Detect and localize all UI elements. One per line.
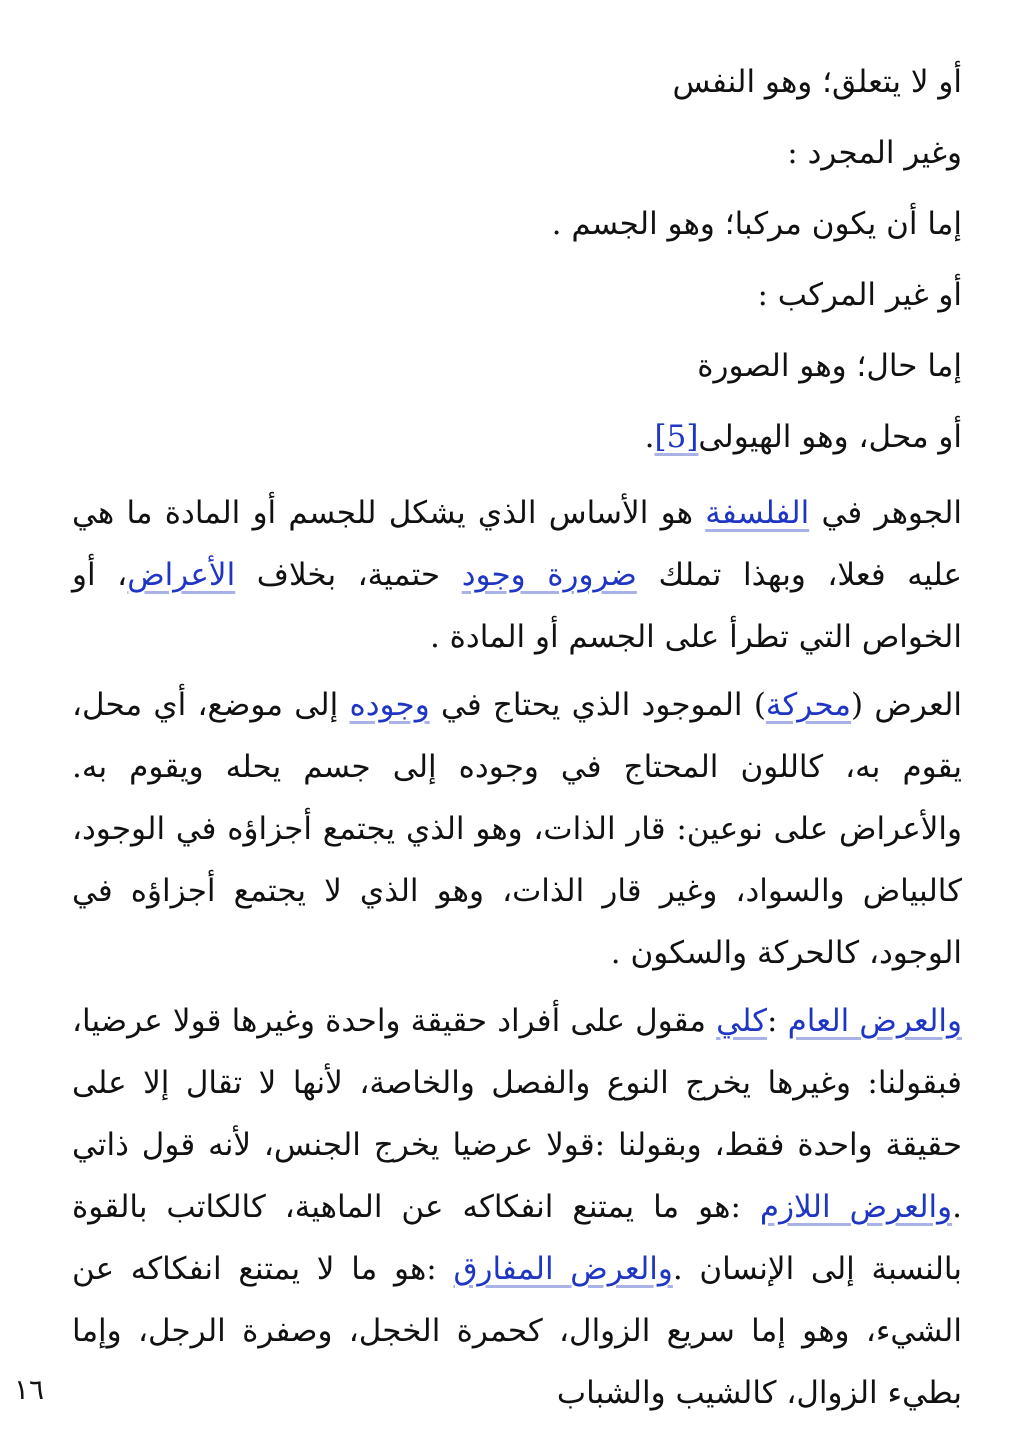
text-span: ، أو الخواص التي تطرأ على الجسم أو المادة . — [72, 557, 962, 655]
page-body — [72, 62, 962, 1430]
text-line: إما أن يكون مركبا؛ وهو الجسم . — [551, 206, 962, 242]
text-span: ) الموجود الذي يحتاج في — [429, 687, 766, 723]
text-line-with-reference — [72, 417, 962, 457]
existence-link[interactable]: وجوده — [349, 687, 430, 723]
accidents-link[interactable]: الأعراض — [127, 557, 236, 593]
text-line: وغير المجرد : — [787, 135, 962, 171]
paragraph-accident — [72, 674, 962, 984]
page-number: ١٦ — [14, 1373, 45, 1406]
footnote-reference-link[interactable]: [5] — [654, 419, 699, 455]
text-span: حتمية، بخلاف — [235, 557, 462, 593]
line-text: أو محل، وهو الهيولى — [698, 419, 962, 455]
text-span: الجوهر في — [809, 495, 962, 531]
paragraph-substance — [72, 482, 962, 668]
text-span: مقول على أفراد حقيقة واحدة وغيرها قولا عرضيا، فبقولنا: وغيرها يخرج النوع والفصل والخاصة، لأنها لا تقال إلا على حقيقة واحدة فقط، وبقولنا :قولا عرضيا يخرج الجنس، لأنه قول ذاتي . — [72, 1003, 962, 1225]
text-span: :هو ما لا يمتنع انفكاكه عن الشيء، وهو إما سريع الزوال، كحمرة الخجل، وصفرة الرجل، وإما بطيء الزوال، كالشيب والشباب — [72, 1251, 962, 1411]
text-span: إلى موضع، أي محل، يقوم به، كاللون المحتاج في وجوده إلى جسم يحله ويقوم به. والأعراض على نوعين: قار الذات، وهو الذي يجتمع أجزاؤه في الوجود، كالبياض والسواد، وغير قار الذات، وهو الذي لا يجتمع أجزاؤه في الوجود، كالحركة والسكون . — [72, 687, 962, 971]
philosophy-link[interactable]: الفلسفة — [705, 495, 810, 531]
text-line: إما حال؛ وهو الصورة — [697, 348, 962, 384]
text-span: : — [766, 1003, 788, 1039]
line-tail: . — [644, 419, 655, 455]
necessary-accident-link[interactable]: والعرض اللازم — [759, 1189, 953, 1225]
universal-link[interactable]: كلي — [716, 1003, 767, 1039]
paragraph-general-accident — [72, 990, 962, 1424]
separable-accident-link[interactable]: والعرض المفارق — [453, 1251, 673, 1287]
text-line: أو لا يتعلق؛ وهو النفس — [672, 64, 962, 100]
text-span: :هو ما يمتنع انفكاكه عن الماهية، كالكاتب بالقوة بالنسبة إلى الإنسان . — [72, 1189, 962, 1287]
necessity-of-existence-link[interactable]: ضرورة وجود — [461, 557, 637, 593]
text-line: أو غير المركب : — [757, 277, 962, 313]
text-span: هو الأساس الذي يشكل للجسم أو المادة ما هي عليه فعلا، وبهذا تملك — [72, 495, 962, 593]
moving-link[interactable]: محركة — [765, 687, 852, 723]
text-span: العرض ( — [851, 687, 963, 723]
general-accident-link[interactable]: والعرض العام — [787, 1003, 962, 1039]
